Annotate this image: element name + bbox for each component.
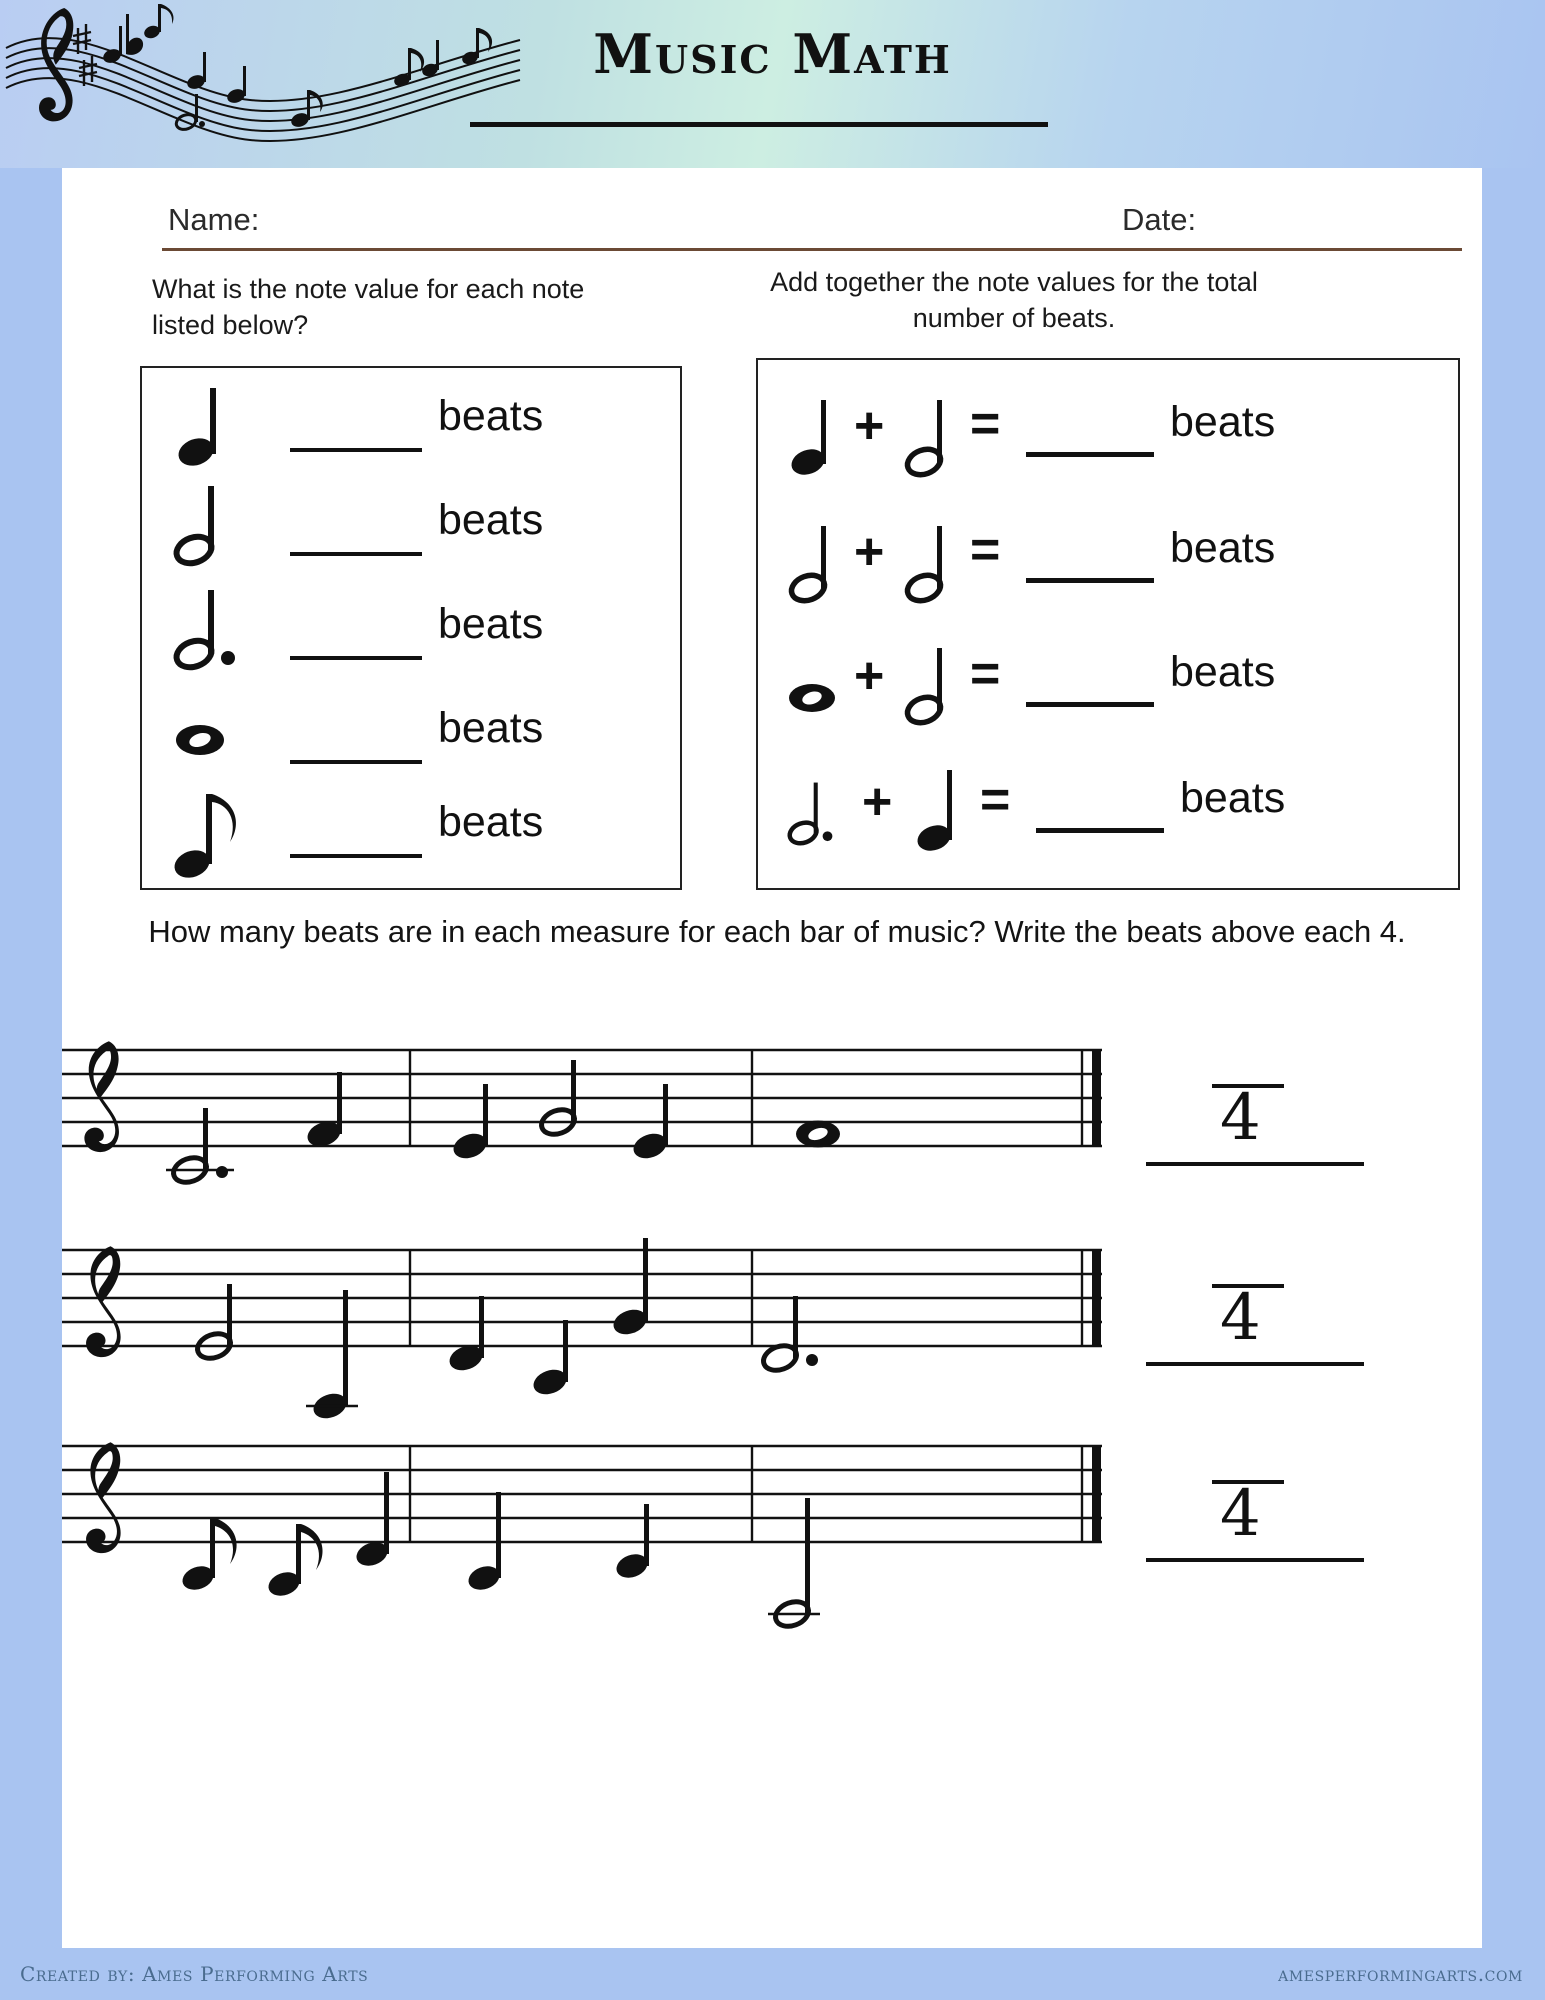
note-value-row (142, 582, 680, 686)
answer-blank[interactable] (290, 854, 422, 858)
staff-line-1 (62, 1030, 1482, 1230)
half-note-icon (898, 372, 976, 498)
page-header (0, 0, 1545, 168)
staff-line-2 (62, 1230, 1482, 1430)
equals-sign: = (980, 771, 1011, 829)
name-date-input-line[interactable] (162, 248, 1462, 251)
half-note-icon (782, 498, 860, 624)
page-title: Music Math (593, 22, 952, 86)
title-underline (470, 122, 1048, 127)
answer-blank-line[interactable] (1146, 1558, 1364, 1562)
beats-label: beats (438, 704, 544, 752)
time-signature-group-1 (1140, 1058, 1370, 1178)
eighth-note-icon (162, 780, 272, 884)
addition-row (758, 748, 1458, 874)
answer-blank[interactable] (290, 448, 422, 452)
half-note-icon (898, 622, 976, 748)
beats-label: beats (438, 392, 544, 440)
addition-row (758, 622, 1458, 748)
half-note-icon (898, 498, 976, 624)
time-signature-group-3 (1140, 1454, 1370, 1574)
whole-note-icon (782, 622, 860, 748)
note-value-row (142, 780, 680, 884)
footer-website[interactable]: amesperformingarts.com (1278, 1962, 1523, 1986)
answer-blank[interactable] (290, 656, 422, 660)
answer-blank-line[interactable] (1146, 1162, 1364, 1166)
beats-label: beats (438, 798, 544, 846)
plus-sign: + (862, 773, 893, 831)
note-value-box (140, 366, 682, 890)
name-date-row (100, 190, 1450, 252)
addition-box (756, 358, 1460, 890)
plus-sign: + (854, 397, 885, 455)
beats-label: beats (1170, 648, 1276, 696)
plus-sign: + (854, 523, 885, 581)
note-value-row (142, 686, 680, 790)
answer-blank[interactable] (290, 552, 422, 556)
time-signature-bottom: 4 (1220, 1477, 1261, 1551)
footer-credit: Created by: Ames Performing Arts (20, 1962, 369, 1986)
dotted-half-note-icon (782, 748, 860, 874)
beats-label: beats (438, 600, 544, 648)
page-title-wrap (0, 22, 1545, 86)
addition-row (758, 498, 1458, 624)
beats-label: beats (1170, 398, 1276, 446)
dotted-half-note-icon (162, 582, 272, 686)
equals-sign: = (970, 645, 1001, 703)
answer-blank[interactable] (1026, 578, 1154, 583)
worksheet-sheet (62, 168, 1482, 1948)
note-value-row (142, 374, 680, 478)
beats-label: beats (1170, 524, 1276, 572)
date-label: Date: (1122, 202, 1197, 237)
answer-blank-line[interactable] (1146, 1362, 1364, 1366)
instruction-addition: Add together the note values for the total number of beats. (770, 267, 1258, 334)
addition-row (758, 372, 1458, 498)
time-signature-bottom: 4 (1220, 1281, 1261, 1355)
whole-note-icon (162, 686, 272, 790)
note-value-row (142, 478, 680, 582)
answer-blank[interactable] (1026, 702, 1154, 707)
instruction-staff: How many beats are in each measure for each bar of music? Write the beats above each 4. (148, 914, 1406, 949)
beats-label: beats (438, 496, 544, 544)
quarter-note-icon (162, 374, 272, 478)
instruction-note-values: What is the note value for each note listed below? (152, 274, 585, 341)
time-signature-group-2 (1140, 1258, 1370, 1378)
equals-sign: = (970, 395, 1001, 453)
name-label: Name: (168, 202, 260, 237)
answer-blank[interactable] (290, 760, 422, 764)
equals-sign: = (970, 521, 1001, 579)
plus-sign: + (854, 647, 885, 705)
staff-line-3 (62, 1426, 1482, 1626)
time-signature-bottom: 4 (1220, 1081, 1261, 1155)
quarter-note-icon (908, 748, 986, 874)
half-note-icon (162, 478, 272, 582)
quarter-note-icon (782, 372, 860, 498)
answer-blank[interactable] (1036, 828, 1164, 833)
beats-label: beats (1180, 774, 1286, 822)
answer-blank[interactable] (1026, 452, 1154, 457)
